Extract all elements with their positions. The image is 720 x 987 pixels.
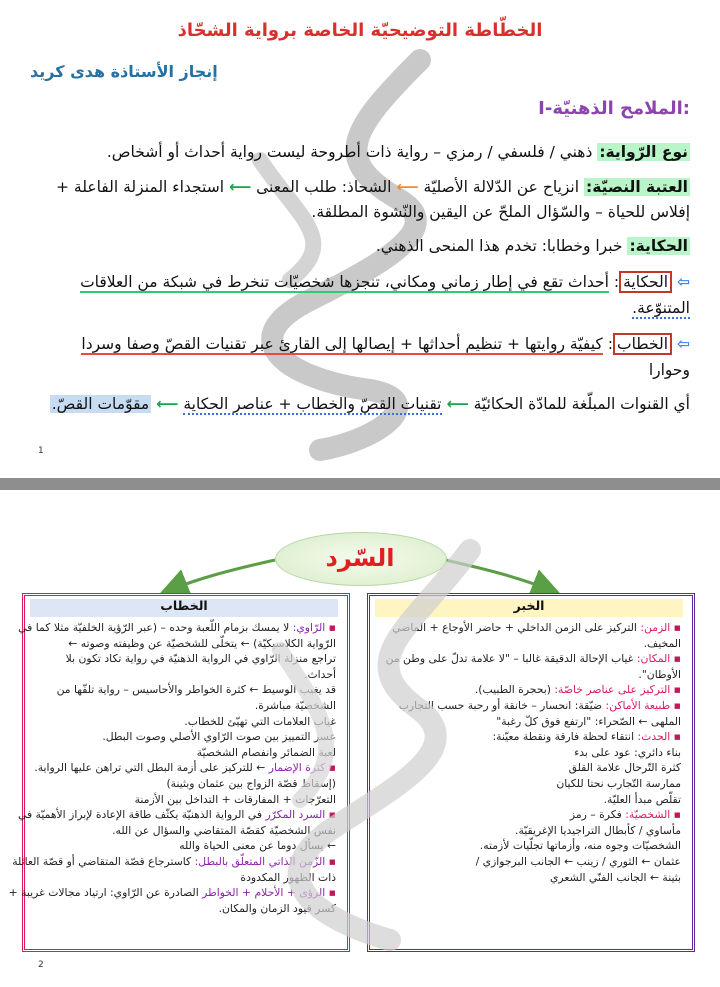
item-label: الزمن:	[640, 621, 671, 634]
orange-arrow-icon: ⟵	[396, 178, 419, 196]
item-label: المكان:	[636, 652, 671, 666]
item-text: الملهى ← الصّحراء: "ارتفع فوق كلّ رغبة"	[496, 714, 681, 728]
item-text: غياب العلامات التي تهيّئ للخطاب.	[184, 714, 336, 728]
summary-line	[30, 392, 690, 416]
threshold-line-2: إفلاس للحياة – والسّؤال الملحّ عن اليقين والنّشوة المطلقة.	[311, 203, 690, 221]
threshold-text-c: استجداء المنزلة الفاعلة +	[55, 178, 224, 196]
item-text: بثينة ← الجانب الفنّي الشعري	[549, 870, 681, 884]
story-def-text-2: المتنوّعة.	[632, 299, 690, 317]
item-text: عسر التمييز بين صوت الرّاوي الأصلي وصوت البطل.	[102, 730, 336, 744]
page-1	[0, 0, 720, 478]
item-text: لا يمسك بزمام اللّعبة وحده – (عبر الرّؤية الخلفيّة مثلا كما في	[18, 621, 290, 634]
threshold-text-a: انزياح عن الدّلالة الأصليّة	[423, 178, 580, 196]
item-text: قد يغيب الوسيط ← كثرة الخواطر والأحاسيس – رواية تلفّها من	[56, 683, 336, 697]
item-text: عثمان ← الثوري / زينب ← الجانب البرجوازي /	[475, 854, 681, 868]
item-text: كسر قيود الزمان والمكان.	[218, 901, 336, 915]
green-arrow-icon: ⟵	[156, 395, 179, 413]
item-text: غياب الإحالة الدقيقة غالبا – "لا علامة تدلّ على وطن من	[385, 652, 634, 666]
threshold-line	[30, 175, 690, 199]
author-credit: إنجاز الأستاذة هدى كريد	[30, 62, 218, 81]
page-number: 2	[38, 960, 44, 970]
novel-type-text: ذهني / فلسفي / رمزي – رواية ذات أطروحة ليست رواية أحداث أو أشخاص.	[106, 143, 593, 161]
story-text: خبرا وخطابا: تخدم هذا المنحى الذهني.	[375, 237, 623, 255]
item-label: الرّاوي:	[292, 621, 326, 634]
item-label: السرد المكرّر	[265, 808, 326, 822]
item-text: الصادرة عن الرّاوي: ارتياد مجالات غريبة +	[8, 886, 199, 900]
item-text: (بحجرة الطبيب).	[474, 683, 551, 697]
threshold-text-b: الشحاذ: طلب المعنى	[256, 178, 392, 196]
green-arrow-icon: ⟵	[446, 395, 469, 413]
item-text: في الرواية الذهنيّة يكثّف طاقة الإعادة لإبراز الأهميّة في	[17, 808, 263, 822]
discourse-line: ⇦ الخطاب: كيفيّة روايتها + تنظيم أحداثها + إيصالها إلى القارئ عبر تقنيات القصّ وصفا وسردا	[81, 335, 690, 353]
item-text: الأوطان".	[638, 667, 681, 681]
item-text: تقلّص مبدأ العليّة.	[603, 792, 681, 806]
item-text: التعرّجات + المفارقات + التداخل بين الأزمنة	[134, 792, 336, 806]
threshold-label: العتبة النصيّة:	[586, 178, 688, 196]
novel-type-line	[30, 140, 690, 164]
discourse-label: الخطاب	[613, 333, 672, 355]
novel-type-label: نوع الرّواية:	[599, 143, 688, 161]
item-label: الرؤى + الأحلام + الخواطر	[202, 886, 326, 900]
item-text: ممارسة التّجارب نحتا للكيان	[556, 776, 681, 790]
summary-b: تقنيات القصّ والخطاب + عناصر الحكاية	[183, 395, 442, 413]
story-def-line-2	[30, 296, 690, 320]
item-text: الرّواية الكلاسيكيّة) ← يتخلّى للشخصيّة عن وظيفته وصوته ←	[68, 636, 336, 650]
item-label: كثرة الإضمار	[268, 761, 326, 775]
page-number: 1	[38, 446, 44, 456]
item-text: أحداث.	[304, 667, 336, 681]
item-text: كثرة التّرحال علامة القلق	[568, 761, 681, 775]
item-label: الحدث:	[637, 730, 671, 744]
item-text: مأساوي / كأبطال التراجيديا الإغريقيّة.	[515, 823, 681, 837]
item-text: ← يسأل دوما عن معنى الحياة والله	[179, 839, 336, 853]
story-line	[30, 234, 690, 258]
item-text: كاسترجاع قصّة المتقاضي أو قصّة العائلة	[12, 854, 192, 868]
story-def-line: ⇦ الحكاية: أحداث تقع في إطار زماني ومكاني، تنجزها شخصيّات تنخرط في شبكة من العلاقات	[80, 273, 690, 291]
story-def-text: أحداث تقع في إطار زماني ومكاني، تنجزها شخصيّات تنخرط في شبكة من العلاقات	[80, 273, 609, 291]
item-text: المخيف.	[643, 636, 681, 650]
item-text: (إسقاط قصّة الزواج بين عثمان وبثينة)	[166, 776, 336, 790]
summary-c: مقوّمات القصّ.	[51, 395, 150, 413]
story-def-label: الحكاية	[619, 271, 672, 293]
page-title: الخطّاطة التوضيحيّة الخاصة برواية الشحّاذ	[177, 20, 543, 41]
center-title: السّرد	[325, 544, 395, 572]
item-text: ضيّقة: انحسار – خانقة أو رحبة حسب التجارب	[398, 698, 603, 712]
story-label: الحكاية:	[629, 237, 688, 255]
discourse-line-2: وحوارا	[648, 361, 690, 379]
discourse-text: كيفيّة روايتها + تنظيم أحداثها + إيصالها إلى القارئ عبر تقنيات القصّ وصفا وسردا	[81, 335, 603, 353]
item-text: التركيز على الزمن الداخلي + حاضر الأوجاع + الماضي	[392, 621, 637, 634]
item-text: تراجع منزلة الرّاوي في الرواية الذهنيّة في رواية تكاد تكون بلا	[65, 652, 336, 666]
watermark-scribble	[170, 510, 530, 980]
green-arrow-icon: ⟵	[228, 178, 252, 196]
item-text: نفس الشخصيّة كقصّة المتقاضي والسؤال عن الله.	[112, 823, 336, 837]
item-text: فكرة – رمز	[569, 808, 622, 822]
item-label: الشخصيّة:	[625, 808, 671, 822]
blue-arrow-icon: ⇦	[677, 335, 690, 353]
section-heading: I-الملامح الذهنيّة:	[538, 98, 690, 119]
item-text: الشخصيّة مباشرة.	[254, 698, 336, 712]
item-text: لعبة الضمائر وانفصام الشخصيّة	[196, 745, 336, 759]
item-text: انتقاء لحظة فارقة ونقطة معيّنة:	[492, 730, 635, 744]
discourse-title: الخطاب	[160, 598, 208, 613]
story-title: الخبر	[513, 598, 545, 613]
page-2	[0, 490, 720, 987]
item-label: التركيز على عناصر خاصّة:	[554, 683, 671, 697]
item-text: ← للتركيز على أزمة البطل التي تراهن عليها الرواية.	[34, 761, 266, 775]
item-text: ذات الظهور المكدودة	[240, 870, 336, 884]
item-label: طبيعة الأماكن:	[605, 698, 671, 712]
item-text: بناء دائري: عود على بدء	[574, 745, 681, 759]
item-label: الزّمن الذاتي المتعلّق بالبطل:	[194, 854, 326, 868]
item-text: الشخصيّات وجوه منه، وأزماتها تجلّيات لأزمته.	[479, 839, 681, 853]
blue-arrow-icon: ⇦	[677, 273, 690, 291]
summary-a: أي القنوات المبلّغة للمادّة الحكائيّة	[473, 395, 690, 413]
